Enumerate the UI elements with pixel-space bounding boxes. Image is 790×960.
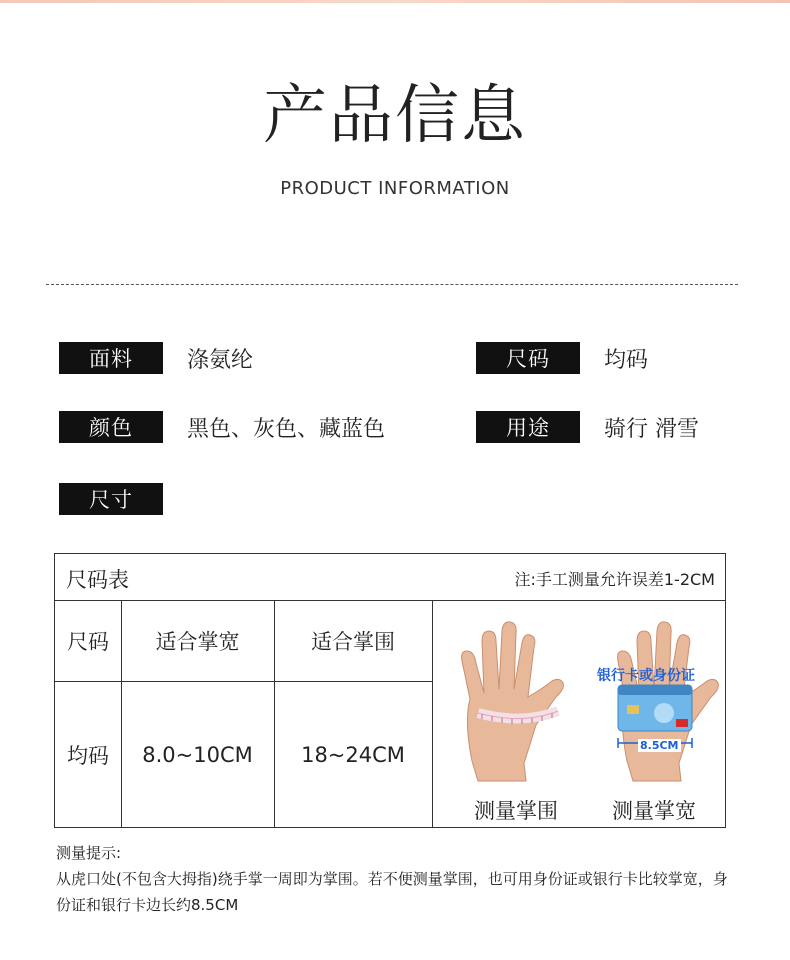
table-header-cell: 适合掌围 — [311, 630, 395, 654]
left-hand-icon — [462, 622, 564, 781]
table-header-cell: 尺码 — [67, 630, 109, 654]
attr-usage — [476, 411, 699, 443]
size-table — [54, 553, 726, 828]
page-subtitle: PRODUCT INFORMATION — [280, 178, 510, 199]
attr-color-label: 颜色 — [59, 411, 163, 443]
dashed-divider — [46, 284, 738, 285]
measure-width-label: 测量掌宽 — [612, 799, 696, 823]
measure-circumference-label: 测量掌围 — [474, 799, 558, 823]
tips-title: 测量提示: — [56, 844, 122, 862]
attr-material-label: 面料 — [59, 342, 163, 374]
table-cell: 均码 — [67, 743, 109, 768]
attr-size — [476, 342, 648, 374]
attr-color — [59, 411, 385, 443]
tips-body: 从虎口处(不包含大拇指)绕手掌一周即为掌围。若不便测量掌围，也可用身份证或银行卡比较掌宽，身份证和银行卡边长约8.5CM — [56, 870, 728, 914]
page-title: 产品信息 — [263, 79, 527, 153]
attr-material — [59, 342, 253, 374]
measurement-illustration — [432, 601, 725, 827]
attr-material-value: 涤氨纶 — [187, 347, 254, 373]
size-table-note: 注:手工测量允许误差1-2CM — [514, 570, 715, 589]
attr-size-value: 均码 — [604, 347, 649, 373]
top-accent-bar — [0, 0, 790, 3]
size-table-caption: 尺码表 — [66, 568, 129, 592]
table-cell: 8.0~10CM — [142, 742, 253, 767]
attr-dimension — [59, 483, 163, 515]
table-header-cell: 适合掌宽 — [155, 630, 240, 654]
hand-measure-illustration — [432, 601, 725, 827]
bank-card-icon — [618, 685, 692, 731]
attr-size-label: 尺码 — [476, 342, 580, 374]
attr-dimension-label: 尺寸 — [59, 483, 163, 515]
size-table-header — [55, 554, 725, 601]
card-width-label: 8.5CM — [640, 739, 679, 752]
attr-usage-value: 骑行 滑雪 — [604, 416, 699, 442]
attr-color-value: 黑色、灰色、藏蓝色 — [187, 416, 386, 442]
table-cell: 18~24CM — [301, 742, 405, 767]
card-label: 银行卡或身份证 — [597, 668, 695, 684]
attr-usage-label: 用途 — [476, 411, 580, 443]
